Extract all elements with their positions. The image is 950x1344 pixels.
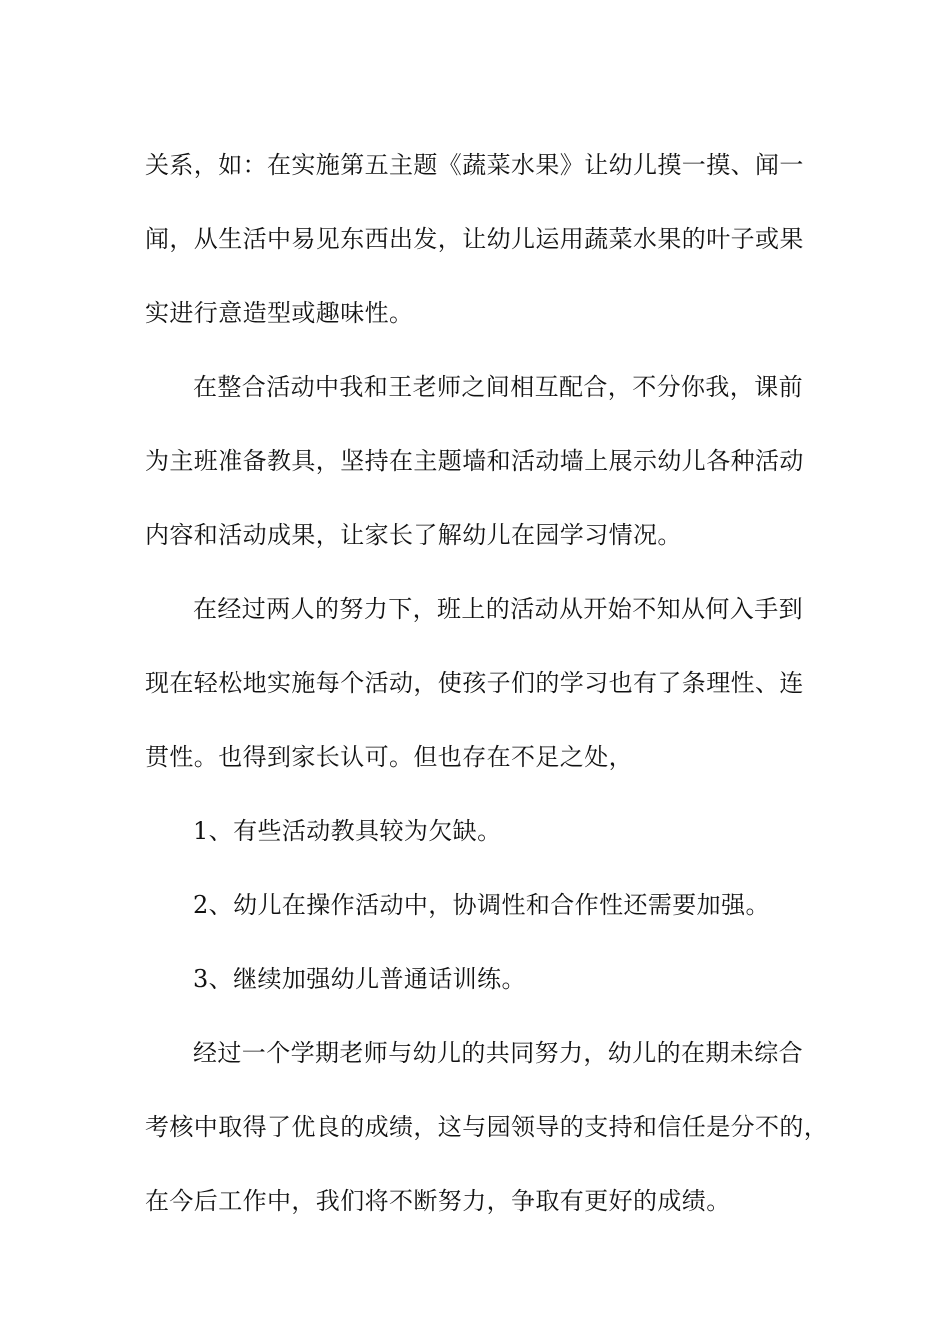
- text-line: 为主班准备教具，坚持在主题墙和活动墙上展示幼儿各种活动: [145, 447, 804, 475]
- paragraph: [145, 572, 809, 794]
- paragraph: [145, 1016, 829, 1238]
- list-item: [145, 942, 809, 1016]
- text-line: 在整合活动中我和王老师之间相互配合，不分你我，课前: [193, 373, 803, 401]
- list-item: [145, 794, 809, 868]
- paragraph: [145, 350, 809, 572]
- text-line: 实进行意造型或趣味性。: [145, 299, 414, 327]
- text-line: 3、继续加强幼儿普通话训练。: [193, 965, 526, 993]
- text-line: 1、有些活动教具较为欠缺。: [193, 817, 502, 845]
- document-body: [145, 128, 829, 1238]
- text-line: 现在轻松地实施每个活动，使孩子们的学习也有了条理性、连: [145, 669, 804, 697]
- text-line: 闻，从生活中易见东西出发，让幼儿运用蔬菜水果的叶子或果: [145, 225, 804, 253]
- text-line: 贯性。也得到家长认可。但也存在不足之处，: [145, 743, 633, 771]
- list-item: [145, 868, 809, 942]
- text-line: 在今后工作中，我们将不断努力，争取有更好的成绩。: [145, 1187, 731, 1215]
- text-line: 在经过两人的努力下，班上的活动从开始不知从何入手到: [193, 595, 803, 623]
- text-line: 经过一个学期老师与幼儿的共同努力，幼儿的在期未综合: [193, 1039, 803, 1067]
- paragraph: [145, 128, 809, 350]
- text-line: 考核中取得了优良的成绩，这与园领导的支持和信任是分不的，: [145, 1113, 829, 1141]
- text-line: 2、幼儿在操作活动中，协调性和合作性还需要加强。: [193, 891, 770, 919]
- text-line: 内容和活动成果，让家长了解幼儿在园学习情况。: [145, 521, 682, 549]
- text-line: 关系，如：在实施第五主题《蔬菜水果》让幼儿摸一摸、闻一: [145, 151, 804, 179]
